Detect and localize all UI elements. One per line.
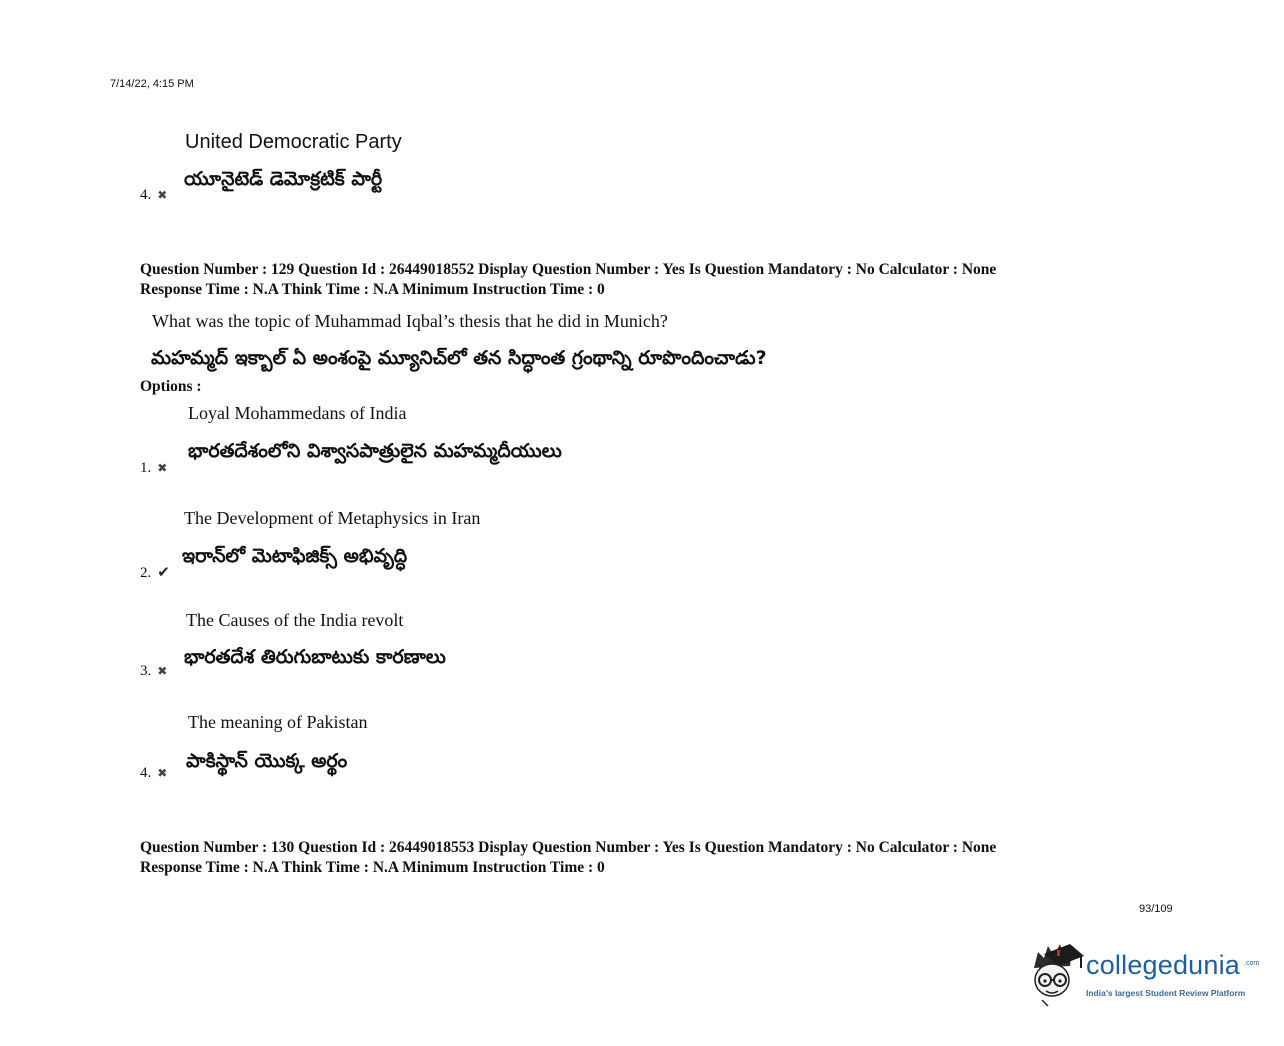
- option-2-number: [140, 563, 170, 582]
- option-1-english: Loyal Mohammedans of India: [188, 403, 407, 423]
- option-4-telugu: పాకిస్థాన్ యొక్క అర్థం: [186, 750, 348, 772]
- question-130-meta: [140, 838, 996, 878]
- option-2-telugu: ఇరాన్‌లో మెటాఫిజిక్స్ అభివృద్ధి: [182, 545, 408, 567]
- meta-line-1: Question Number : 130 Question Id : 26449018553 Display Question Number : Yes Is Question Mandatory : No Calculator : None: [140, 839, 997, 856]
- option-1-telugu: భారతదేశంలోని విశ్వాసపాత్రులైన మహమ్మదీయులు: [188, 440, 562, 462]
- student-mascot-icon: [1024, 938, 1086, 1008]
- logo-domain: .com: [1244, 960, 1260, 967]
- prev-option-4-number: [140, 187, 167, 204]
- option-4-number: [140, 765, 167, 782]
- option-3-telugu: భారతదేశ తిరుగుబాటుకు కారణాలు: [184, 646, 446, 668]
- logo-tagline: India's largest Student Review Platform: [1086, 988, 1246, 998]
- print-timestamp: 7/14/22, 4:15 PM: [110, 78, 194, 90]
- option-4-english: The meaning of Pakistan: [188, 712, 368, 732]
- option-number: 3.: [140, 663, 152, 679]
- meta-line-2: Response Time : N.A Think Time : N.A Minimum Instruction Time : 0: [140, 859, 605, 876]
- cross-icon: ✖: [157, 766, 168, 780]
- option-number: 4.: [140, 187, 152, 203]
- options-label: Options :: [140, 378, 202, 395]
- meta-line-1: Question Number : 129 Question Id : 26449018552 Display Question Number : Yes Is Question Mandatory : No Calculator : None: [140, 261, 997, 278]
- prev-option-4-telugu: యూనైటెడ్ డెమోక్రటిక్ పార్టీ: [184, 168, 383, 190]
- prev-option-4-english: United Democratic Party: [185, 131, 402, 153]
- check-icon: ✔: [157, 565, 170, 581]
- question-text-telugu: మహమ్మద్ ఇక్బాల్ ఏ అంశంపై మ్యూనిచ్‌లో తన సిద్ధాంత గ్రంథాన్ని రూపొందించాడు?: [151, 347, 767, 369]
- question-text-english: What was the topic of Muhammad Iqbal’s thesis that he did in Munich?: [152, 311, 668, 331]
- meta-line-2: Response Time : N.A Think Time : N.A Minimum Instruction Time : 0: [140, 281, 605, 298]
- option-2-english: The Development of Metaphysics in Iran: [184, 508, 481, 528]
- cross-icon: ✖: [157, 188, 168, 202]
- option-3-number: [140, 663, 167, 680]
- option-1-number: [140, 460, 167, 477]
- cross-icon: ✖: [157, 664, 168, 678]
- option-number: 2.: [140, 565, 152, 581]
- page-number: 93/109: [1139, 903, 1173, 915]
- option-number: 4.: [140, 765, 152, 781]
- cross-icon: ✖: [157, 461, 168, 475]
- option-3-english: The Causes of the India revolt: [186, 610, 404, 630]
- option-number: 1.: [140, 460, 152, 476]
- logo-wordmark: collegedunia: [1086, 950, 1241, 980]
- question-129-meta: [140, 260, 996, 300]
- collegedunia-logo: [1024, 938, 1264, 1010]
